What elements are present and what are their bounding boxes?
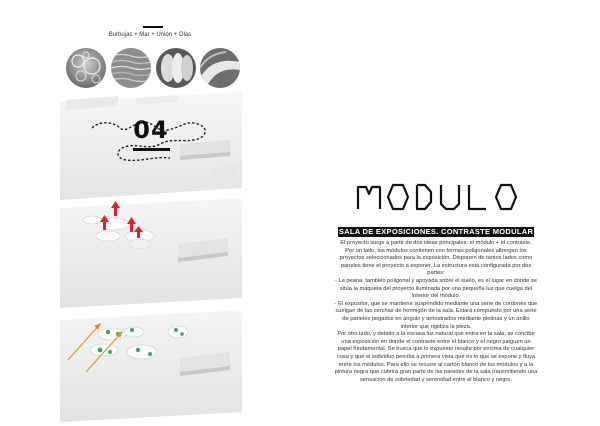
modules-red-diagram	[60, 198, 242, 308]
waves-photo-icon	[200, 48, 240, 88]
bubbles-photo-icon	[66, 48, 106, 88]
paragraph: Por otro lado, y debido a la escasa luz natural que entra en la sala, se concibe una exposición en donde el contraste entre el blanco y el negro jueguen un papel fundamental. Se busca que lo expuesto resalte por encima de cualquier cosa y que el individuo perciba a primera vista qué es lo que se expone y fluya entre los módulos. Para ello se recurre al cartón blanco de los módulos y a la pintura negra que cubrirá gran parte de las paredes de la sala transmitiendo una sensacion de sobriedad y serenidad entre el blanco y negro.	[334, 331, 538, 383]
number-underline	[133, 148, 170, 151]
sea-photo-icon	[111, 48, 151, 88]
paragraph: - La peana, también poligonal y apoyada sobre el suelo, es el lugar en donde se sitúa la maqueta del proyecto iluminada por una pequeña luz que cuelga del interior del módulo.	[334, 277, 538, 300]
top-divider	[143, 26, 163, 28]
module-title-lettering	[355, 182, 535, 212]
modules-green-diagram	[60, 310, 242, 422]
body-text	[334, 240, 538, 384]
union-photo-icon	[156, 48, 196, 88]
concept-caption: Burbujas + Mar + Unión + Olas	[108, 32, 192, 38]
paragraph: El proyecto surge a partir de dos ideas principales: el módulo + el contraste.	[340, 240, 532, 246]
section-number: 04	[133, 116, 169, 144]
paragraph: - El expositor, que se mantiene suspendido mediante una serie de cordones que cuelgan de las cerchas de hormigón de la sala. Estará compuesto por una serie de paneles pegados en ángulo y arriostrados mediante pletinas y un anillo interior que rigidiza la pieza.	[334, 300, 538, 330]
circulation-path-diagram	[60, 92, 242, 200]
paragraph: Por un lado, los módulos contienen con formas poligonales albergan los proyectos seleccionados para la exposición. Disponen de tantos lados como paneles tiene el proyecto a exponer. La estructura está configurada por dos partes:	[339, 247, 533, 277]
section-subtitle: SALA DE EXPOSICIONES. CONTRASTE MODULAR	[338, 227, 534, 236]
